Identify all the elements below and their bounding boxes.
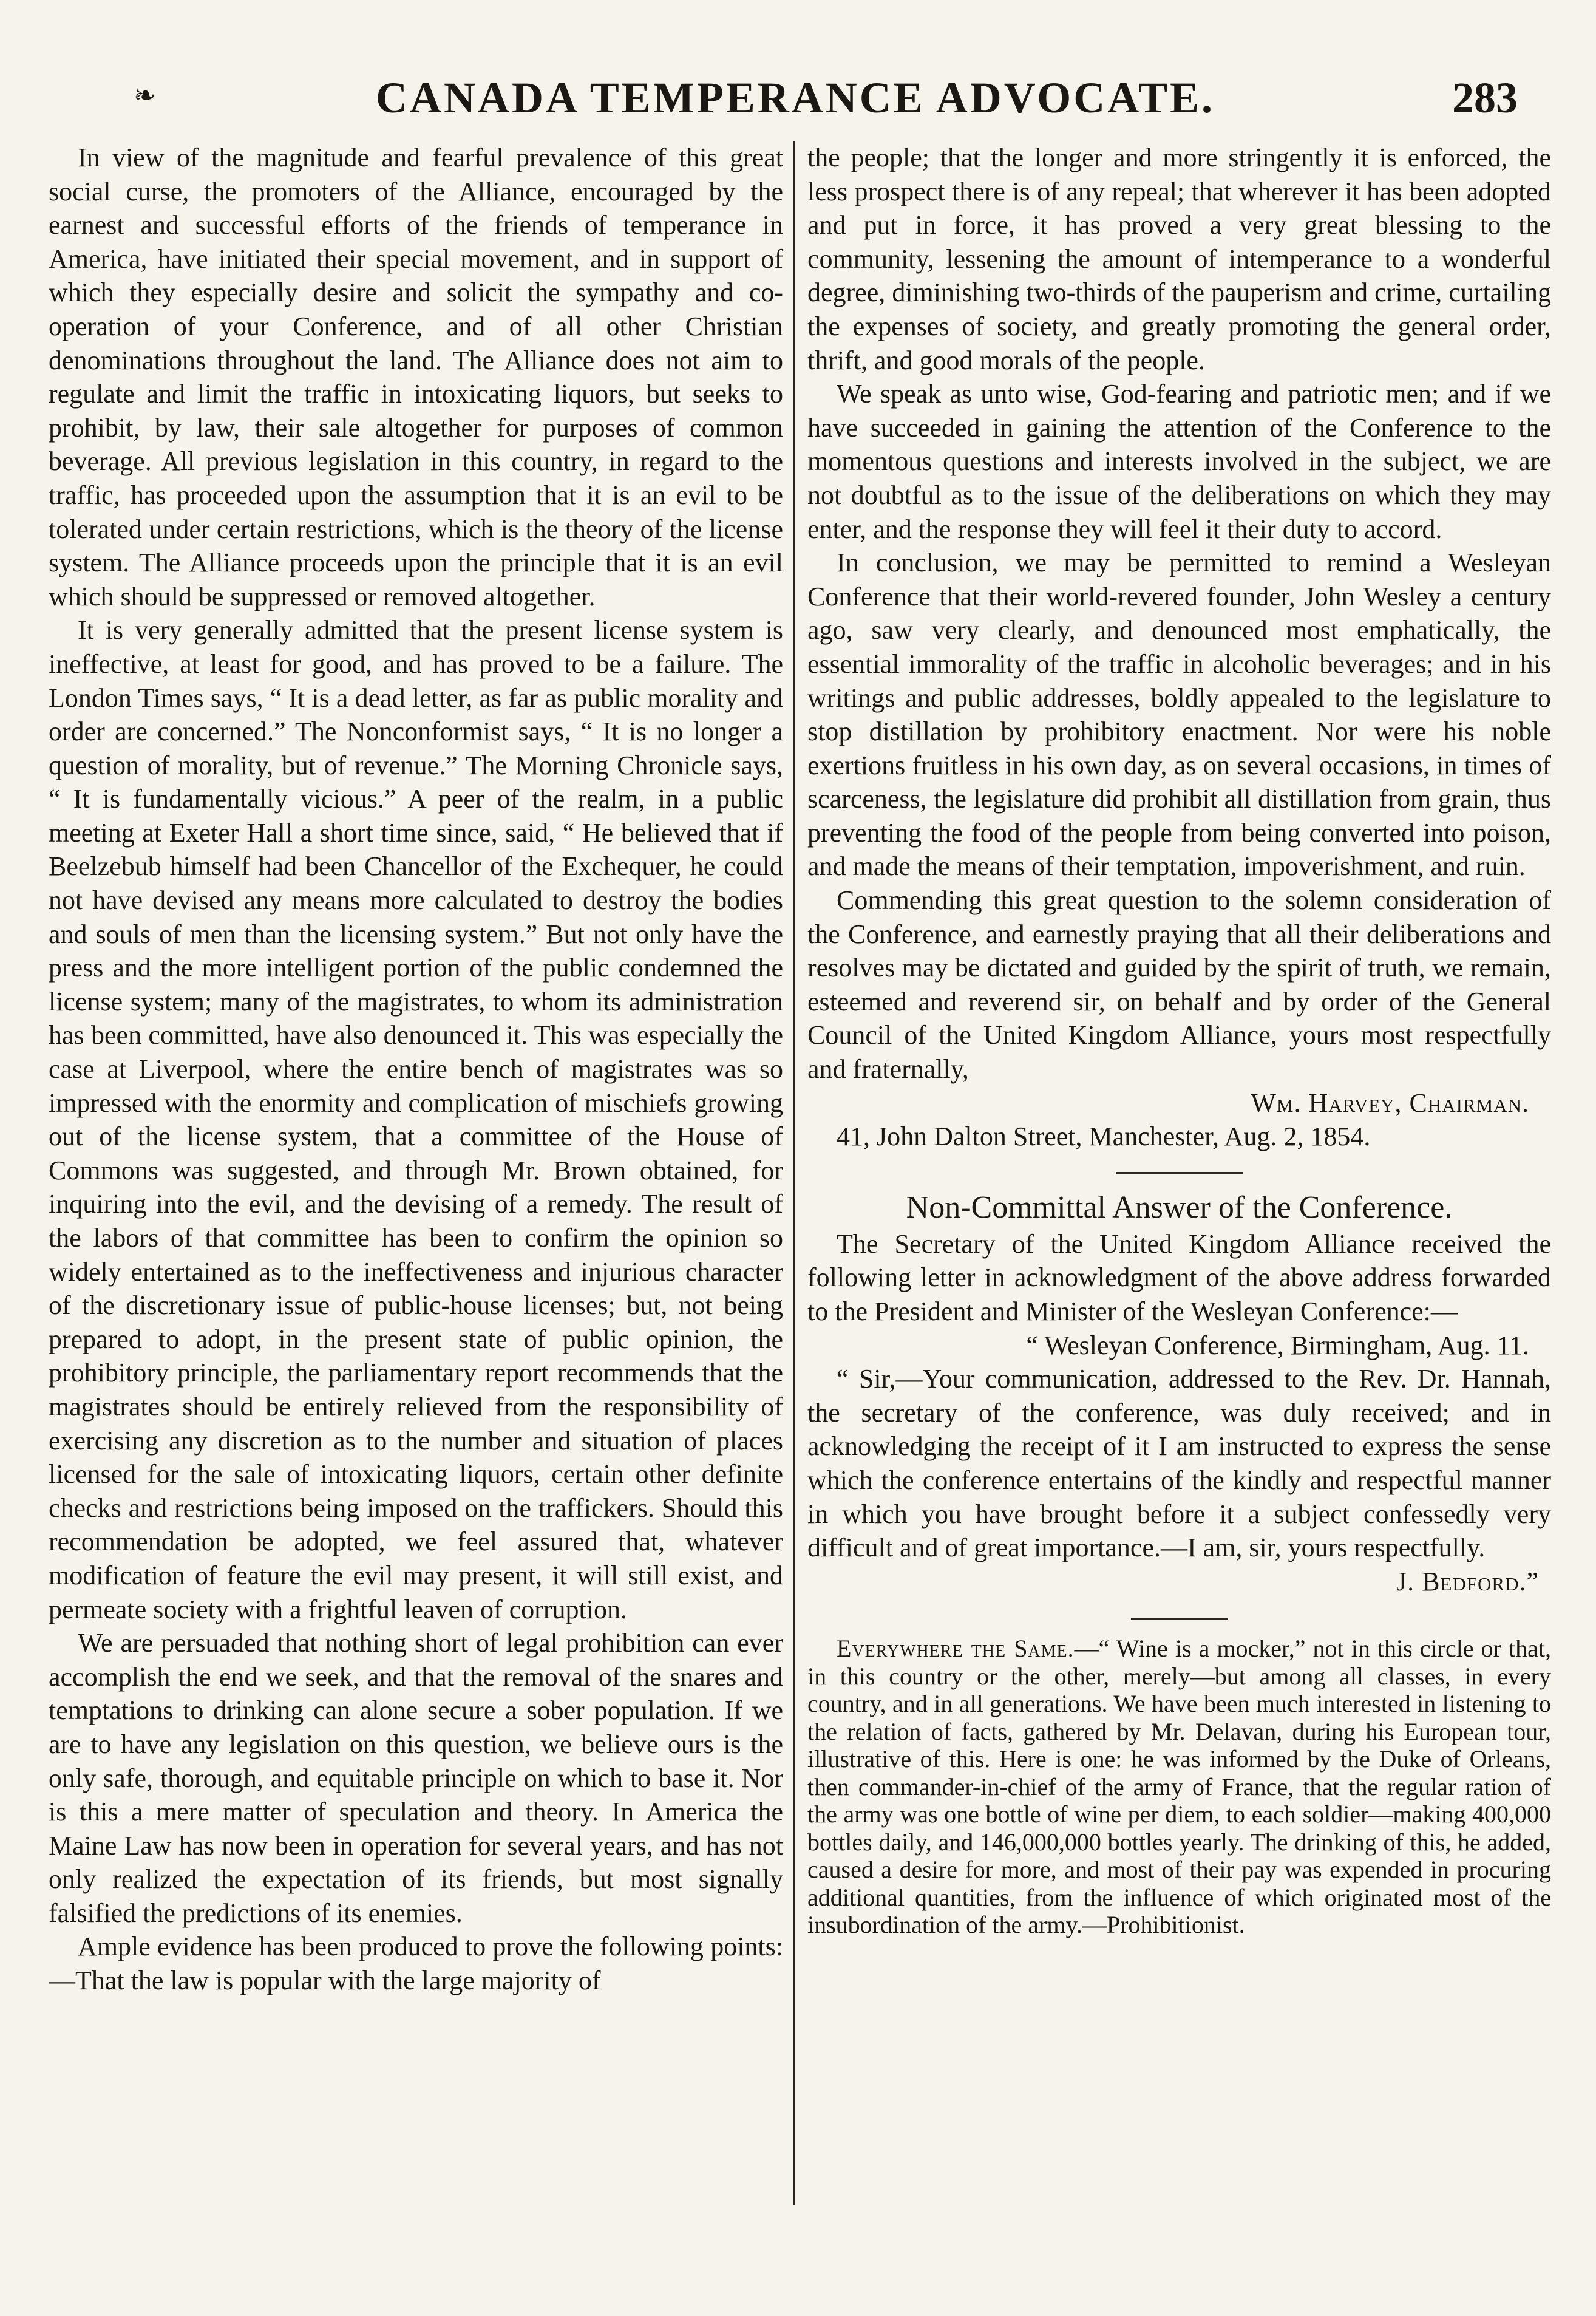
column-divider: [793, 141, 795, 2205]
header-ornament-icon: ❧: [134, 81, 157, 111]
paragraph: The Secretary of the United Kingdom Alliance received the following letter in acknowledgment of the above address forwarded to the President and Minister of the Wesleyan Conference:—: [807, 1228, 1551, 1326]
signature: J. Bedford.”: [1396, 1566, 1539, 1596]
letter-dateline: “ Wesleyan Conference, Birmingham, Aug. 11.: [1026, 1330, 1529, 1360]
paragraph: In conclusion, we may be permitted to remind a Wesleyan Conference that their world-revered founder, John Wesley a century ago, saw very clearly, and denounced most emphatically, the essential immorality of the traffic in alcoholic beverages; and in his writings and public addresses, boldly appealed to the legislature to stop distillation by prohibitory enactment. Nor were his noble exertions fruitless in his own day, as on several occasions, in times of scarceness, the legislature did prohibit all distillation from grain, thus preventing the food of the people from being converted into poison, and made the means of their temptation, impoverishment, and ruin.: [807, 548, 1551, 882]
paragraph: Ample evidence has been produced to prove the following points:—That the law is popular with the large majority of: [49, 1932, 783, 1996]
paragraph: Commending this great question to the solemn consideration of the Conference, and earnestly praying that all their deliberations and resolves may be dictated and guided by the spirit of truth, we remain, esteemed and reverend sir, on behalf and by order of the General Council of the United Kingdom Alliance, yours most respectfully and fraternally,: [807, 885, 1551, 1085]
right-column: [807, 141, 1551, 2224]
running-title: CANADA TEMPERANCE ADVOCATE.: [376, 73, 1215, 122]
left-column: [49, 141, 783, 2224]
section-rule: [1116, 1172, 1243, 1174]
paragraph-body: —“ Wine is a mocker,” not in this circle or that, in this country or the other, merely—but among all classes, in every country, and in all generations. We have been much interested in listening to the relation of facts, gathered by Mr. Delavan, during his European tour, illustrative of this. Here is one: he was informed by the Duke of Orleans, then commander-in-chief of the army of France, that the regular ration of the army was one bottle of wine per diem, to each soldier—making 400,000 bottles daily, and 146,000,000 bottles yearly. The drinking of this, he added, caused a desire for more, and most of their pay was expended in procuring additional quantities, from the influence of which originated most of the insubordination of the army.—Prohibitionist.: [807, 1635, 1551, 1939]
page-number: 283: [1452, 73, 1518, 122]
paragraph: In view of the magnitude and fearful prevalence of this great social curse, the promoters of the Alliance, encouraged by the earnest and successful efforts of the friends of temperance in America, have initiated their special movement, and in support of which they especially desire and solicit the sympathy and co-operation of your Conference, and of all other Christian denominations throughout the land. The Alliance does not aim to regulate and limit the traffic in intoxicating liquors, but seeks to prohibit, by law, their sale altogether for purposes of common beverage. All previous legislation in this country, in regard to the traffic, has proceeded upon the assumption that it is an evil to be tolerated under certain restrictions, which is the theory of the license system. The Alliance proceeds upon the principle that it is an evil which should be suppressed or removed altogether.: [49, 143, 783, 611]
paragraph: It is very generally admitted that the present license system is ineffective, at least for good, and has proved to be a failure. The London Times says, “ It is a dead letter, as far as public morality and order are concerned.” The Nonconformist says, “ It is no longer a question of morality, but of revenue.” The Morning Chronicle says, “ It is fundamentally vicious.” A peer of the realm, in a public meeting at Exeter Hall a short time since, said, “ He believed that if Beelzebub himself had been Chancellor of the Exchequer, he could not have devised any means more calculated to destroy the bodies and souls of men than the licensing system.” But not only have the press and the more intelligent portion of the public condemned the license system; many of the magistrates, to whom its administration has been committed, have also denounced it. This was especially the case at Liverpool, where the entire bench of magistrates was so impressed with the enormity and complication of mischiefs growing out of the license system, that a committee of the House of Commons was suggested, and through Mr. Brown obtained, for inquiring into the evil, and the devising of a remedy. The result of the labors of that committee has been to confirm the opinion so widely entertained as to the ineffectiveness and injurious character of the discretionary issue of public-house licenses; but, not being prepared to adopt, in the present state of public opinion, the prohibitory principle, the parliamentary report recommends that the magistrates should be entirely relieved from the responsibility of exercising any discretion as to the number and situation of places licensed for the sale of intoxicating liquors, certain other definite checks and restrictions being imposed on the traffickers. Should this recommendation be adopted, we feel assured that, whatever modification of feature the evil may present, it will still exist, and permeate society with a frightful leaven of corruption.: [49, 615, 783, 1624]
paragraph: the people; that the longer and more stringently it is enforced, the less prospect there is of any repeal; that wherever it has been adopted and put in force, it has proved a very great blessing to the community, lessening the amount of intemperance to a wonderful degree, diminishing two-thirds of the pauperism and crime, curtailing the expenses of society, and greatly promoting the general order, thrift, and good morals of the people.: [807, 143, 1551, 375]
paragraph: “ Sir,—Your communication, addressed to the Rev. Dr. Hannah, the secretary of the conference, was duly received; and in acknowledging the receipt of it I am instructed to express the sense which the conference entertains of the kindly and respectful manner in which you have brought before it a subject confessedly very difficult and of great importance.—I am, sir, yours respectfully.: [807, 1364, 1551, 1563]
paragraph: We are persuaded that nothing short of legal prohibition can ever accomplish the end we seek, and that the removal of the snares and temptations to drinking can alone secure a sober population. If we are to have any legislation on this question, we believe ours is the only safe, thorough, and equitable principle on which to base it. Nor is this a mere matter of speculation and theory. In America the Maine Law has now been in operation for several years, and has not only realized the expectation of its friends, but most signally falsified the predictions of its enemies.: [49, 1628, 783, 1928]
section-rule: [1131, 1618, 1228, 1620]
paragraph: [807, 1635, 1551, 1939]
page-header: [49, 73, 1542, 146]
run-in-heading: Everywhere the Same.: [837, 1635, 1075, 1663]
address-line: 41, John Dalton Street, Manchester, Aug. 2, 1854.: [837, 1122, 1371, 1152]
signature: Wm. Harvey, Chairman.: [1251, 1088, 1529, 1118]
section-heading: Non-Committal Answer of the Conference.: [906, 1190, 1453, 1225]
paragraph: We speak as unto wise, God-fearing and patriotic men; and if we have succeeded in gaining the attention of the Conference to the momentous questions and interests involved in the subject, we are not doubtful as to the issue of the deliberations on which they may enter, and the response they will feel it their duty to accord.: [807, 379, 1551, 544]
